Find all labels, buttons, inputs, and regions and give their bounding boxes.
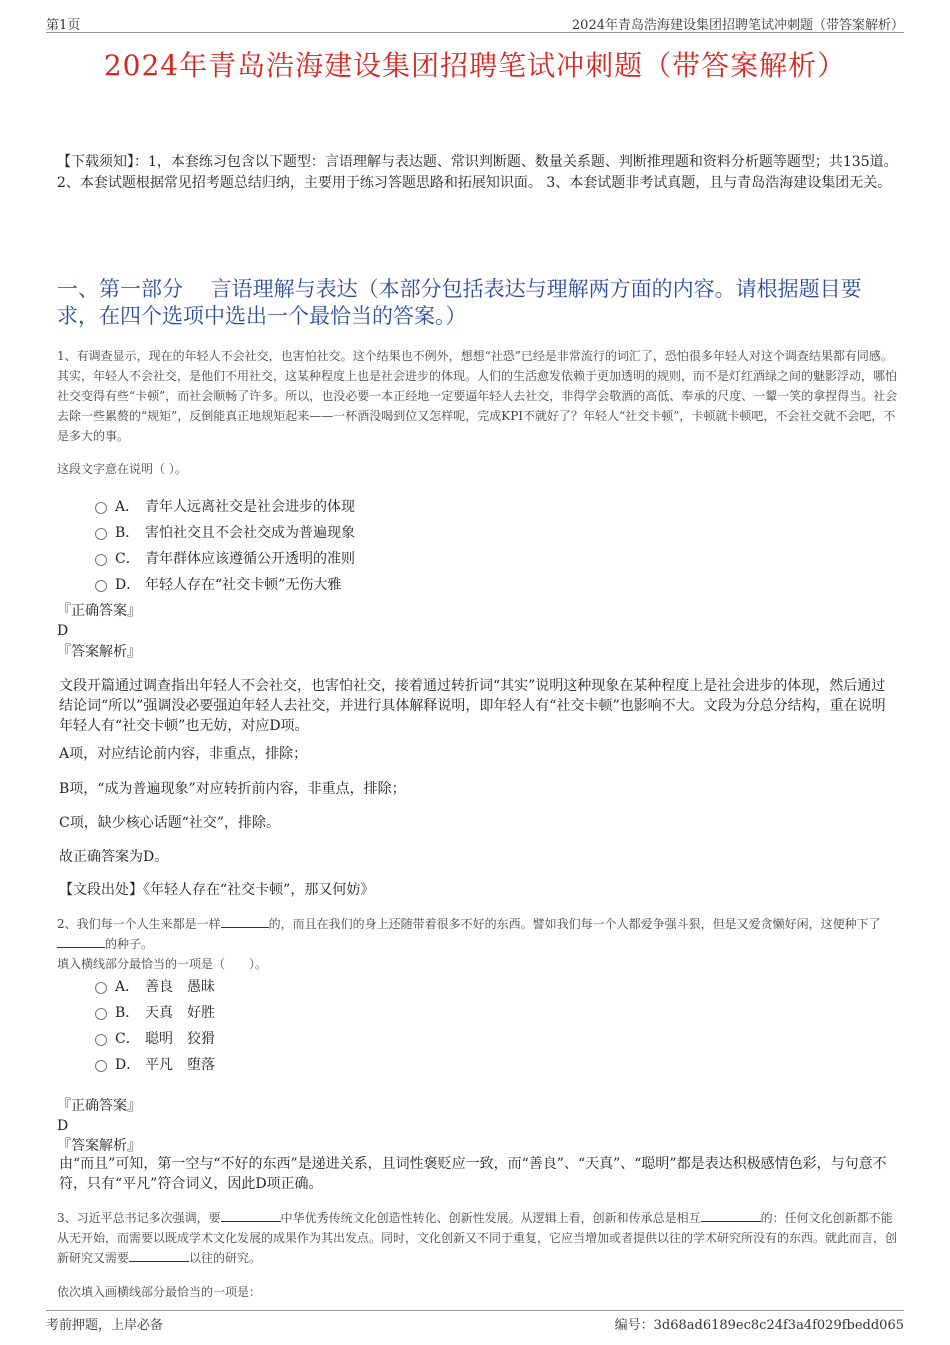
radio-icon[interactable] <box>95 528 107 540</box>
q1-option-b[interactable]: B． 害怕社交且不会社交成为普遍现象 <box>95 519 355 545</box>
header-rule <box>46 32 904 33</box>
q2-option-b[interactable]: B． 天真 好胜 <box>95 999 215 1025</box>
q2-option-d[interactable]: D． 平凡 堕落 <box>95 1051 215 1077</box>
radio-icon[interactable] <box>95 554 107 566</box>
q1-option-a-note: A项，对应结论前内容，非重点，排除； <box>59 746 308 762</box>
q1-option-b-note: B项，“成为普遍现象”对应转折前内容，非重点，排除； <box>59 781 406 797</box>
q3-question: 依次填入画横线部分最恰当的一项是： <box>57 1285 262 1299</box>
q1-option-c[interactable]: C． 青年群体应该遵循公开透明的准则 <box>95 545 355 571</box>
q1-answer: D <box>57 623 69 639</box>
q2-answer-heading: 『正确答案』 <box>57 1098 141 1114</box>
blank-2 <box>701 1221 761 1222</box>
radio-icon[interactable] <box>95 1034 107 1046</box>
q3-stem: 3、习近平总书记多次强调，要 中华优秀传统文化创造性转化、创新性发展。从逻辑上看，创新和传承总是相互 的：任何文化创新都不能从无开始，而需要以既成学术文化发展的成果作为其出发点。同时，文化创新又不同于重复，它应当增加或者提供以往的学术研究所没有的东西。就此而言，创新研究又需要 以往的研究。 <box>57 1211 898 1265</box>
q1-option-d[interactable]: D． 年轻人存在“社交卡顿”无伤大雅 <box>95 571 355 597</box>
q2-answer: D <box>57 1118 69 1134</box>
q2-options <box>95 973 215 1077</box>
q1-answer-heading: 『正确答案』 <box>57 603 141 619</box>
footer-slogan: 考前押题，上岸必备 <box>46 1318 164 1333</box>
q1-option-a[interactable]: A． 青年人远离社交是社会进步的体现 <box>95 493 355 519</box>
blank-1 <box>221 927 269 928</box>
q1-option-c-note: C项，缺少核心话题“社交”，排除。 <box>59 815 281 831</box>
q1-options <box>95 493 355 597</box>
q2-analysis-heading: 『答案解析』 <box>57 1138 141 1154</box>
radio-icon[interactable] <box>95 1060 107 1072</box>
radio-icon[interactable] <box>95 580 107 592</box>
page-title: 2024年青岛浩海建设集团招聘笔试冲刺题（带答案解析） <box>103 49 847 82</box>
download-notice: 【下载须知】：1，本套练习包含以下题型：言语理解与表达题、常识判断题、数量关系题、判断推理题和资料分析题等题型；共135道。 2、本套试题根据常见招考题总结归纳，主要用于练习答题思路和拓展知识面。 3、本套试题非考试真题，且与青岛浩海建设集团无关。 <box>57 154 898 191</box>
page-number: 第1页 <box>46 18 81 33</box>
footer-rule <box>46 1310 904 1311</box>
q1-analysis: 文段开篇通过调查指出年轻人不会社交，也害怕社交，接着通过转折词“其实”说明这种现象在某种程度上是社会进步的体现，然后通过结论词“所以”强调没必要强迫年轻人去社交，并进行具体解释说明，即年轻人有“社交卡顿”也影响不大。文段为分总分结构，重在说明年轻人有“社交卡顿”也无妨，对应D项。 <box>59 678 886 734</box>
footer-serial: 编号：3d68ad6189ec8c24f3a4f029fbedd065 <box>614 1318 904 1333</box>
q2-question: 填入横线部分最恰当的一项是（ ）。 <box>57 957 268 971</box>
q1-analysis-heading: 『答案解析』 <box>57 644 141 660</box>
q2-analysis: 由“而且”可知，第一空与“不好的东西”是递进关系，且词性褒贬应一致，而“善良”、“天真”、“聪明”都是表达积极感情色彩，与句意不符，只有“平凡”符合词义，因此D项正确。 <box>59 1156 887 1192</box>
q1-question: 这段文字意在说明（ ）。 <box>57 462 187 476</box>
blank-3 <box>129 1261 189 1262</box>
radio-icon[interactable] <box>95 1008 107 1020</box>
q1-conclusion: 故正确答案为D。 <box>59 849 169 865</box>
q1-stem: 1、有调查显示，现在的年轻人不会社交，也害怕社交。这个结果也不例外，想想“社恐”已经是非常流行的词汇了，恐怕很多年轻人对这个调查结果都有同感。其实，年轻人不会社交，是他们不用社交，这某种程度上也是社会进步的体现。人们的生活愈发依赖于更加透明的规则，而不是灯红酒绿之间的魅影浮动，哪怕社交变得有些“卡顿”，而社会顺畅了许多。所以，也没必要一本正经地一定要逼年轻人去社交，非得学会敬酒的高低、奉承的尺度、一颦一笑的拿捏得当。社会去除一些累赘的“规矩”，反倒能真正地规矩起来——一杯酒没喝到位又怎样呢，完成KPI不就好了？年轻人“社交卡顿”，卡顿就卡顿吧，不会社交就不会吧，不是多大的事。 <box>57 349 898 443</box>
q2-stem: 2、我们每一个人生来都是一样 的，而且在我们的身上还随带着很多不好的东西。譬如我们每一个人都爱争强斗狠，但是又爱贪懒好闲，这便种下了的种子。 <box>57 917 881 951</box>
q2-option-c[interactable]: C． 聪明 狡猾 <box>95 1025 215 1051</box>
section-heading: 一、第一部分 言语理解与表达（本部分包括表达与理解两方面的内容。请根据题目要求，在四个选项中选出一个最恰当的答案。） <box>57 277 862 328</box>
blank-1 <box>221 1221 281 1222</box>
q2-option-a[interactable]: A． 善良 愚昧 <box>95 973 215 999</box>
header-doc-title: 2024年青岛浩海建设集团招聘笔试冲刺题（带答案解析） <box>571 18 904 33</box>
q1-source: 【文段出处】《年轻人存在“社交卡顿”，那又何妨》 <box>59 882 375 898</box>
blank-2 <box>57 947 105 948</box>
radio-icon[interactable] <box>95 502 107 514</box>
radio-icon[interactable] <box>95 982 107 994</box>
